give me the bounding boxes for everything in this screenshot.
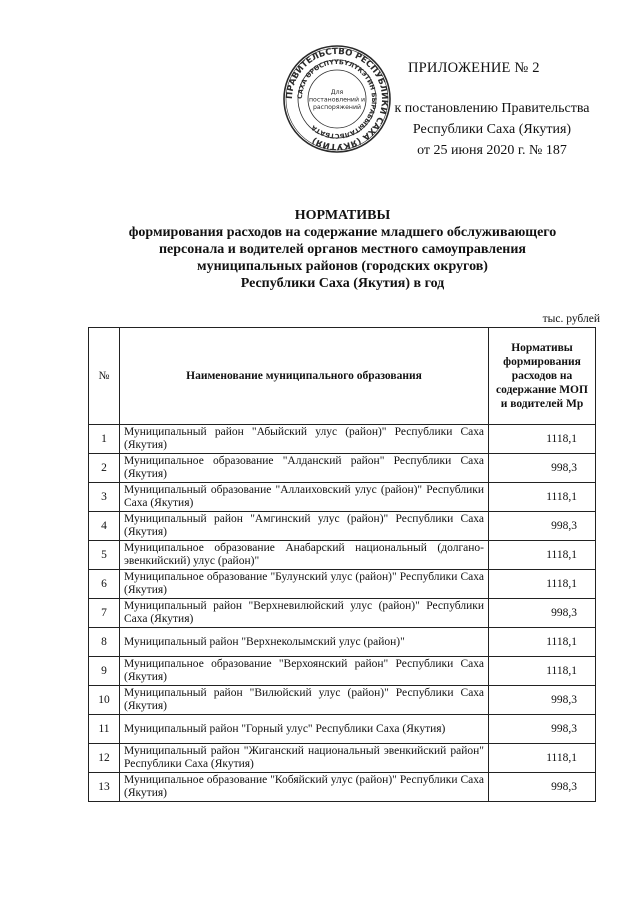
row-number: 5 — [89, 541, 120, 570]
row-value: 998,3 — [489, 686, 596, 715]
row-name: Муниципальный район "Верхнеколымский улус (район)" — [120, 628, 489, 657]
row-number: 8 — [89, 628, 120, 657]
row-name: Муниципальное образование "Верхоянский район" Республики Саха (Якутия) — [120, 657, 489, 686]
row-number: 10 — [89, 686, 120, 715]
decree-line: Республики Саха (Якутия) — [412, 122, 572, 137]
table-row — [89, 773, 596, 802]
decree-line: от 25 июня 2020 г. № 187 — [417, 143, 567, 158]
row-value: 1118,1 — [489, 570, 596, 599]
row-value: 998,3 — [489, 454, 596, 483]
table-body — [89, 425, 596, 802]
row-name: Муниципальный район "Верхневилюйский улус (район)" Республики Саха (Якутия) — [120, 599, 489, 628]
units-label: тыс. рублей — [542, 313, 600, 325]
seal-inner-text: САХА ӨРӨСПҮҮБҮЛҮКЭТИН БЫРАБЫЫТАЛЬСТБАТА — [295, 57, 379, 141]
row-value: 998,3 — [489, 512, 596, 541]
row-name: Муниципальное образование "Кобяйский улус (район)" Республики Саха (Якутия) — [120, 773, 489, 802]
row-number: 12 — [89, 744, 120, 773]
title-line: Республики Саха (Якутия) в год — [240, 276, 445, 291]
header-number: № — [89, 328, 120, 425]
row-number: 6 — [89, 570, 120, 599]
title-line: НОРМАТИВЫ — [294, 208, 391, 223]
title-line: формирования расходов на содержание младшего обслуживающего — [128, 225, 557, 240]
row-name: Муниципальное образование "Алданский район" Республики Саха (Якутия) — [120, 454, 489, 483]
table-row — [89, 570, 596, 599]
table-row — [89, 512, 596, 541]
decree-reference — [372, 98, 612, 161]
row-number: 11 — [89, 715, 120, 744]
row-name: Муниципальный район "Горный улус" Республики Саха (Якутия) — [120, 715, 489, 744]
row-name: Муниципальный образование "Аллаиховский улус (район)" Республики Саха (Якутия) — [120, 483, 489, 512]
table-row — [89, 483, 596, 512]
row-number: 1 — [89, 425, 120, 454]
row-number: 13 — [89, 773, 120, 802]
decree-line: к постановлению Правительства — [394, 101, 590, 116]
table-row — [89, 657, 596, 686]
row-value: 1118,1 — [489, 425, 596, 454]
row-name: Муниципальное образование Анабарский национальный (долгано-эвенкийский) улус (район)" — [120, 541, 489, 570]
row-value: 1118,1 — [489, 744, 596, 773]
table-row — [89, 541, 596, 570]
appendix-label: ПРИЛОЖЕНИЕ № 2 — [408, 60, 540, 76]
row-value: 998,3 — [489, 773, 596, 802]
row-value: 1118,1 — [489, 483, 596, 512]
row-number: 7 — [89, 599, 120, 628]
row-name: Муниципальный район "Вилюйский улус (район)" Республики Саха (Якутия) — [120, 686, 489, 715]
header-value: Нормативы формирования расходов на содержание МОП и водителей Mp — [489, 328, 596, 425]
row-number: 2 — [89, 454, 120, 483]
row-name: Муниципальный район "Абыйский улус (район)" Республики Саха (Якутия) — [120, 425, 489, 454]
row-value: 998,3 — [489, 599, 596, 628]
row-number: 3 — [89, 483, 120, 512]
row-value: 1118,1 — [489, 628, 596, 657]
table-row — [89, 599, 596, 628]
table-row — [89, 425, 596, 454]
table-row — [89, 686, 596, 715]
norms-table — [88, 327, 596, 802]
seal-center-line: распоряжений — [312, 104, 362, 111]
seal-outer-text: ПРАВИТЕЛЬСТВО РЕСПУБЛИКИ САХА (ЯКУТИЯ) — [284, 46, 390, 152]
document-title — [60, 207, 625, 292]
title-line: персонала и водителей органов местного самоуправления — [158, 242, 527, 257]
row-name: Муниципальный район "Амгинский улус (район)" Республики Саха (Якутия) — [120, 512, 489, 541]
table-row — [89, 744, 596, 773]
row-number: 4 — [89, 512, 120, 541]
seal-center-line: Для — [330, 89, 344, 96]
row-number: 9 — [89, 657, 120, 686]
title-line: муниципальных районов (городских округов) — [197, 259, 488, 274]
table-row — [89, 454, 596, 483]
header-name: Наименование муниципального образования — [120, 328, 489, 425]
seal-center-line: постановлений и — [309, 96, 365, 104]
table-row — [89, 628, 596, 657]
row-name: Муниципальное образование "Булунский улус (район)" Республики Саха (Якутия) — [120, 570, 489, 599]
row-value: 998,3 — [489, 715, 596, 744]
table-header-row — [89, 328, 596, 425]
row-value: 1118,1 — [489, 541, 596, 570]
row-value: 1118,1 — [489, 657, 596, 686]
table-row — [89, 715, 596, 744]
row-name: Муниципальный район "Жиганский национальный эвенкийский район" Республики Саха (Якутия) — [120, 744, 489, 773]
